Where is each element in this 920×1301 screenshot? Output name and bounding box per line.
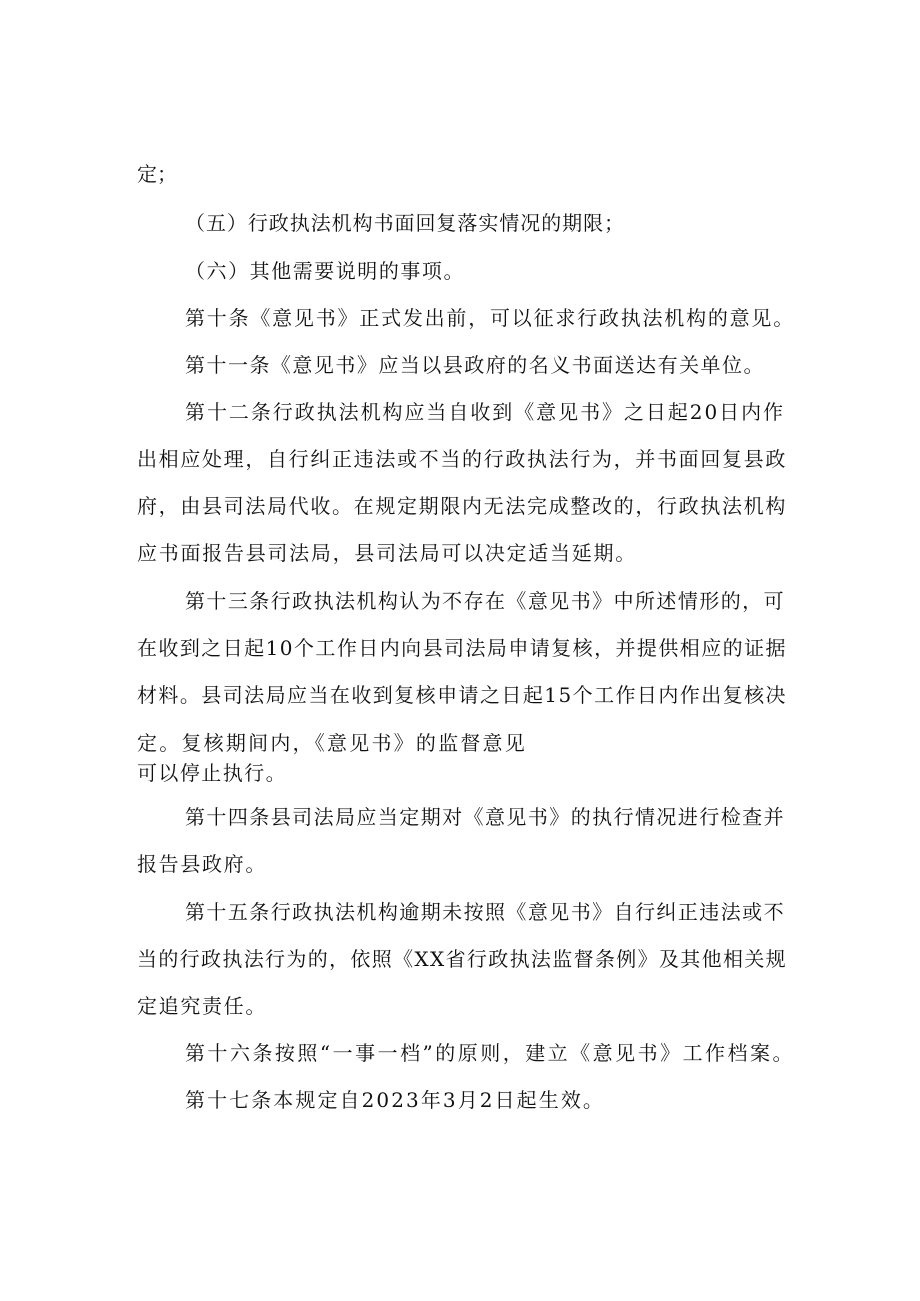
text-line: 定。复核期间内，《意见书》的监督意见 — [137, 731, 527, 755]
text-line: 第十五条行政执法机构逾期未按照《意见书》自行纠正违法或不 — [185, 900, 785, 924]
text-line: 府，由县司法局代收。在规定期限内无法完成整改的，行政执法机构 — [137, 494, 787, 518]
text-line: 第十三条行政执法机构认为不存在《意见书》中所述情形的，可 — [185, 589, 785, 613]
text-line: 第十七条本规定自2023年3月2日起生效。 — [185, 1088, 605, 1112]
text-line: （五）行政执法机构书面回复落实情况的期限； — [185, 211, 625, 235]
text-line: 第十四条县司法局应当定期对《意见书》的执行情况进行检查并 — [185, 805, 785, 829]
text-line: 第十二条行政执法机构应当自收到《意见书》之日起20日内作 — [185, 400, 785, 424]
text-line: 当的行政执法行为的，依照《XX省行政执法监督条例》及其他相关规 — [137, 947, 787, 971]
text-line: （六）其他需要说明的事项。 — [185, 259, 465, 283]
text-line: 出相应处理，自行纠正违法或不当的行政执法行为，并书面回复县政 — [137, 447, 787, 471]
text-line: 定追究责任。 — [137, 994, 267, 1018]
text-line: 第十一条《意见书》应当以县政府的名义书面送达有关单位。 — [185, 353, 765, 377]
text-line: 材料。县司法局应当在收到复核申请之日起15个工作日内作出复核决 — [137, 683, 787, 707]
text-line: 第十条《意见书》正式发出前，可以征求行政执法机构的意见。 — [185, 306, 795, 330]
text-line: 可以停止执行。 — [137, 761, 287, 785]
text-line: 应书面报告县司法局，县司法局可以决定适当延期。 — [137, 541, 637, 565]
text-line: 第十六条按照“一事一档”的原则，建立《意见书》工作档案。 — [185, 1041, 795, 1065]
text-line: 定； — [137, 162, 177, 186]
text-line: 报告县政府。 — [137, 852, 267, 876]
text-line: 在收到之日起10个工作日内向县司法局申请复核，并提供相应的证据 — [137, 636, 787, 660]
